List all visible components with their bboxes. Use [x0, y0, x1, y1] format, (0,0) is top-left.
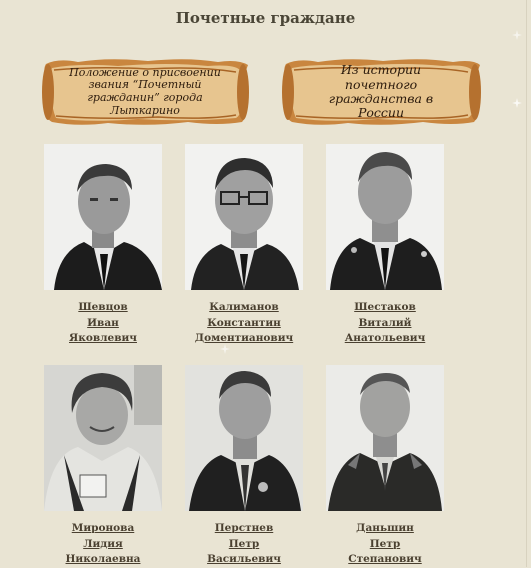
- portrait-icon: [44, 144, 162, 290]
- history-banner-text: Из истории почетного гражданства в России: [328, 62, 434, 121]
- person-photo[interactable]: [326, 365, 444, 511]
- portrait-icon: [185, 144, 303, 290]
- person-last-name-link[interactable]: Калиманов: [209, 301, 279, 313]
- person-name: [24, 300, 182, 347]
- portrait-icon: [185, 365, 303, 511]
- regulation-banner-text: Положение о присвоении звания “Почетный гражданин” города Лыткарино: [69, 65, 221, 117]
- sparkle-icon: [512, 30, 522, 40]
- page-title: Почетные граждане: [175, 9, 356, 27]
- person-last-name-link[interactable]: Шестаков: [354, 301, 416, 313]
- portrait-icon: [326, 144, 444, 290]
- person-photo[interactable]: [44, 365, 162, 511]
- person-last-name-link[interactable]: Даньшин: [356, 522, 414, 534]
- person-last-name-link[interactable]: Шевцов: [78, 301, 128, 313]
- history-banner-link[interactable]: [278, 56, 484, 128]
- person-first-name-link[interactable]: Лидия: [83, 537, 123, 550]
- person-first-name-link[interactable]: Петр: [228, 537, 260, 550]
- person-patronymic-link[interactable]: Степанович: [348, 553, 422, 565]
- person-name: [306, 300, 464, 347]
- person-name: [24, 521, 182, 568]
- person-last-name-link[interactable]: Перстнев: [214, 522, 274, 534]
- person-patronymic-link[interactable]: Васильевич: [207, 553, 281, 565]
- person-first-name-link[interactable]: Петр: [369, 537, 401, 550]
- person-first-name-link[interactable]: Иван: [87, 316, 119, 329]
- frame-border: [526, 0, 527, 567]
- person-photo[interactable]: [44, 144, 162, 290]
- person-patronymic-link[interactable]: Николаевна: [65, 553, 141, 565]
- portrait-icon: [326, 365, 444, 511]
- person-name: [165, 521, 323, 568]
- person-last-name-link[interactable]: Миронова: [71, 522, 135, 534]
- person-photo[interactable]: [326, 144, 444, 290]
- person-patronymic-link[interactable]: Яковлевич: [69, 332, 137, 344]
- person-patronymic-link[interactable]: Доментианович: [194, 332, 294, 344]
- person-first-name-link[interactable]: Константин: [207, 316, 281, 329]
- portrait-icon: [44, 365, 162, 511]
- person-photo[interactable]: [185, 144, 303, 290]
- sparkle-icon: [512, 98, 522, 108]
- person-patronymic-link[interactable]: Анатольевич: [344, 332, 426, 344]
- person-first-name-link[interactable]: Виталий: [358, 316, 412, 329]
- regulation-banner-link[interactable]: [38, 56, 252, 128]
- person-name: [306, 521, 464, 568]
- sparkle-icon: [220, 344, 230, 354]
- person-name: [165, 300, 323, 347]
- person-photo[interactable]: [185, 365, 303, 511]
